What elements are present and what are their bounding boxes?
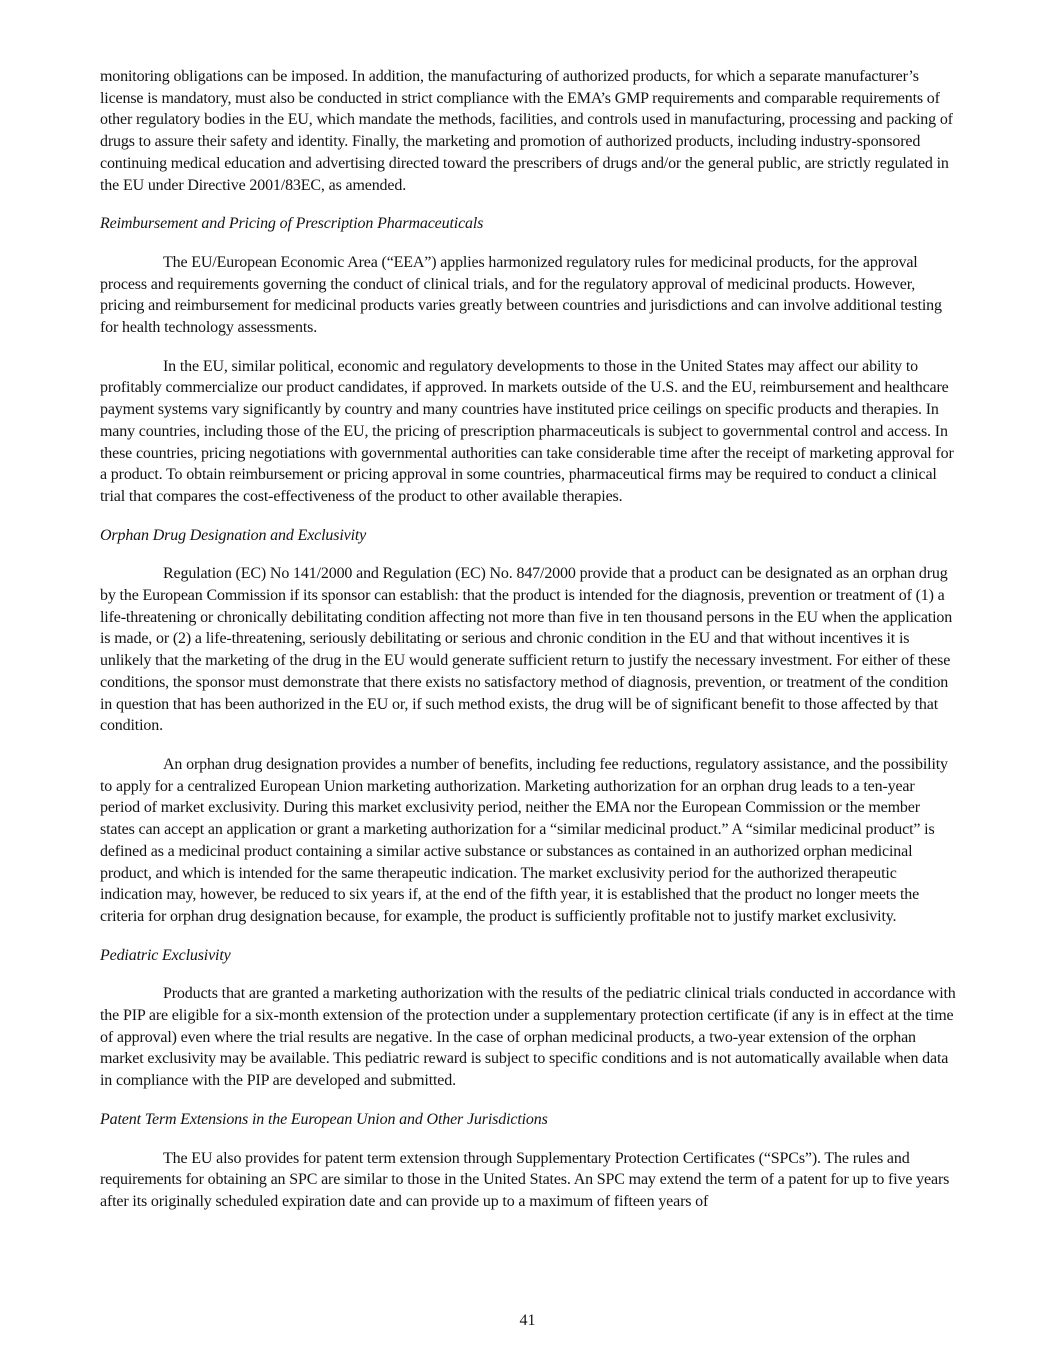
paragraph-pediatric-extension: Products that are granted a marketing authorization with the results of the pediatric clinical trials conducted in accordance with the PIP are eligible for a six-month extension of the protection under a supplementary protection certificate (if any is in effect at the time of approval) even where the trial results are negative. In the case of orphan medicinal products, a two-year extension of the orphan market exclusivity may be available. This pediatric reward is subject to specific conditions and is not automatically available when data in compliance with the PIP are developed and submitted. (100, 985, 956, 1090)
heading-reimbursement-pricing: Reimbursement and Pricing of Prescription Pharmaceuticals (100, 215, 484, 233)
paragraph-orphan-regulations: Regulation (EC) No 141/2000 and Regulation (EC) No. 847/2000 provide that a product can be designated as an orphan drug by the European Commission if its sponsor can establish: that the product is intended for the diagnosis, prevention or treatment of (1) a life-threatening or chronically debilitating condition affecting not more than five in ten thousand persons in the EU when the application is made, or (2) a life-threatening, seriously debilitating or serious and chronic condition in the EU and that without incentives it is unlikely that the marketing of the drug in the EU would generate sufficient return to justify the necessary investment. For either of these conditions, the sponsor must demonstrate that there exists no satisfactory method of diagnosis, prevention, or treatment of the condition in question that has been authorized in the EU or, if such method exists, the drug will be of significant benefit to those affected by that condition. (100, 565, 953, 735)
paragraph-eea-harmonized-rules: The EU/European Economic Area (“EEA”) applies harmonized regulatory rules for medicinal products, for the approval process and requirements governing the conduct of clinical trials, and for the regulatory approval of medicinal products. However, pricing and reimbursement for medicinal products varies greatly between countries and jurisdictions and can involve additional testing for health technology assessments. (100, 253, 942, 337)
document-body (100, 66, 956, 1230)
heading-patent-term-extensions: Patent Term Extensions in the European Union and Other Jurisdictions (100, 1110, 548, 1128)
paragraph-monitoring-obligations: monitoring obligations can be imposed. In addition, the manufacturing of authorized products, for which a separate manufacturer’s license is mandatory, must also be conducted in strict compliance with the EMA’s GMP requirements and comparable requirements of other regulatory bodies in the EU, which mandate the methods, facilities, and controls used in manufacturing, processing and packing of drugs to assure their safety and identity. Finally, the marketing and promotion of authorized products, including industry-sponsored continuing medical education and advertising directed toward the prescribers of drugs and/or the general public, are strictly regulated in the EU under Directive 2001/83EC, as amended. (100, 68, 953, 194)
paragraph-orphan-benefits: An orphan drug designation provides a number of benefits, including fee reductions, regulatory assistance, and the possibility to apply for a centralized European Union marketing authorization. Marketing authorization for an orphan drug leads to a ten-year period of market exclusivity. During this market exclusivity period, neither the EMA nor the European Commission or the member states can accept an application or grant a marketing authorization for a “similar medicinal product.” A “similar medicinal product” is defined as a medicinal product containing a similar active substance or substances as contained in an authorized orphan medicinal product, and which is intended for the same therapeutic indication. The market exclusivity period for the authorized therapeutic indication may, however, be reduced to six years if, at the end of the fifth year, it is established that the product no longer meets the criteria for orphan drug designation because, for example, the product is sufficiently profitable not to justify market exclusivity. (100, 755, 948, 925)
paragraph-eu-pricing-controls: In the EU, similar political, economic and regulatory developments to those in the United States may affect our ability to profitably commercialize our product candidates, if approved. In markets outside of the U.S. and the EU, reimbursement and healthcare payment systems vary significantly by country and many countries have instituted price ceilings on specific products and therapies. In many countries, including those of the EU, the pricing of prescription pharmaceuticals is subject to governmental control and access. In these countries, pricing negotiations with governmental authorities can take considerable time after the receipt of marketing approval for a product. To obtain reimbursement or pricing approval in some countries, pharmaceutical firms may be required to conduct a clinical trial that compares the cost-effectiveness of the product to other available therapies. (100, 357, 954, 505)
page-number: 41 (519, 1312, 536, 1329)
heading-orphan-drug-designation: Orphan Drug Designation and Exclusivity (100, 526, 367, 544)
heading-pediatric-exclusivity: Pediatric Exclusivity (100, 946, 231, 964)
paragraph-spc-extension: The EU also provides for patent term extension through Supplementary Protection Certificates (“SPCs”). The rules and requirements for obtaining an SPC are similar to those in the United States. An SPC may extend the term of a patent for up to five years after its originally scheduled expiration date and can provide up to a maximum of fifteen years of (100, 1149, 950, 1210)
